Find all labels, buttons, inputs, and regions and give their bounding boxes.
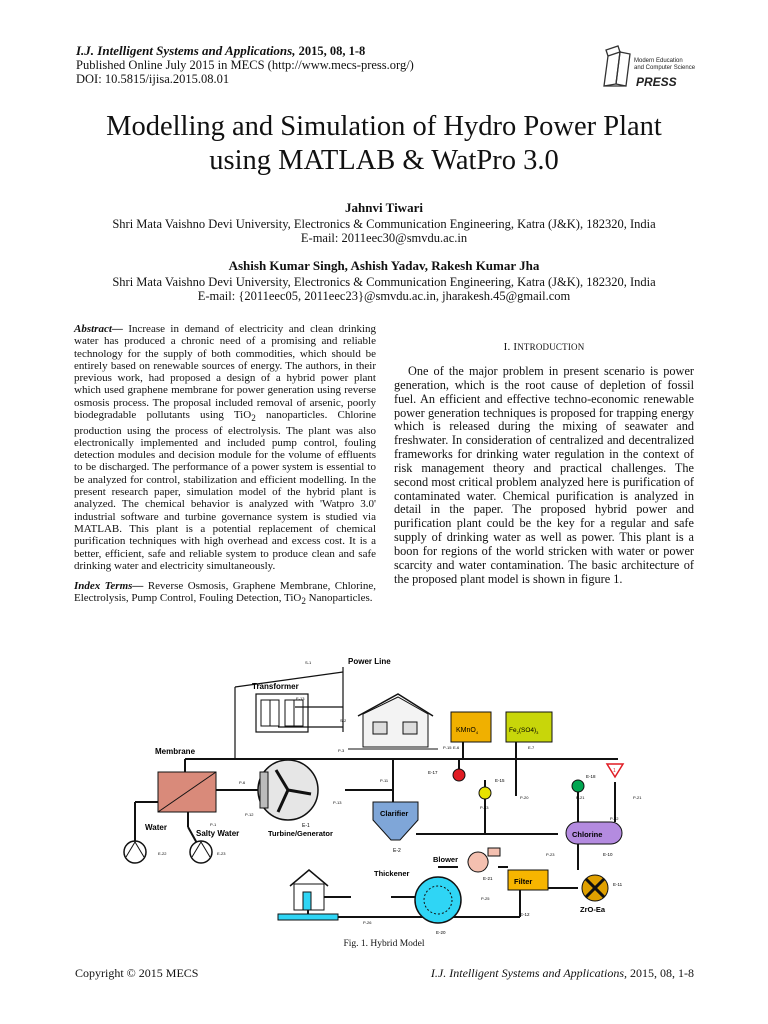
logo-line2: and Computer Science: [634, 65, 696, 71]
section-heading: [394, 341, 694, 353]
label-chlorine: Chlorine: [572, 830, 603, 839]
power-wires: [235, 667, 343, 759]
tag-e23: E-23: [217, 851, 226, 856]
tag-p12: P-12: [245, 812, 254, 817]
label-turbine: Turbine/Generator: [268, 829, 333, 838]
tag-p13: P-13: [333, 800, 342, 805]
figure-caption: Fig. 1. Hybrid Model: [343, 939, 425, 949]
introduction-column: [394, 341, 694, 587]
label-zro: ZrO-Ea: [580, 905, 606, 914]
books-icon: [604, 46, 630, 86]
label-clarifier: Clarifier: [380, 809, 409, 818]
abstract-text-1: Increase in demand of electricity and clean drinking water has produced a chronic need of a promising and reliable technology for the supply of both commodities, which should be entirely based on renewable sources of energy. The authors, in their previous work, had proposed a design of a hybrid power plant which used graphene membrane for power generation using reverse osmosis process. The proposal included removal of arsenic, poorly biodegradable pollutants using TiO: [74, 323, 376, 422]
title-line-1: Modelling and Simulation of Hydro Power Plant: [106, 111, 662, 142]
logo-press: PRESS: [636, 75, 677, 89]
paper-title: [40, 110, 728, 178]
footer-journal-name: I.J. Intelligent Systems and Applications,: [430, 966, 627, 980]
footer-copyright: Copyright © 2015 MECS: [75, 966, 199, 980]
tag-e10: E-10: [603, 852, 613, 857]
label-thickener: Thickener: [374, 869, 410, 878]
abstract-column: [74, 323, 376, 616]
tag-p13b: P-13: [480, 805, 489, 810]
tag-e7: E-7: [528, 745, 535, 750]
house-icon: [348, 694, 438, 749]
tag-p26: P-26: [363, 920, 372, 925]
chemical-tanks: [443, 712, 552, 750]
introduction-text: One of the major problem in present scenario is power generation, which is the root cause of depletion of fossil fuel. An efficient and effective techno-economic renewable power generation techniques is proposed for trapping energy which is released during the mixing of seawater and freshwater. In consideration of centralized and decentralized frameworks for drinking water regulation in the context of risk management theory and practical challenges. The second most critical problem analyzed here is purification of contaminated water. Chemical purification is analyzed in detail in the paper. The proposed hybrid power and purification plant could be the key for a regular and safe supply of drinking water as well as power. This plant is a boon for regions of the world stricken with water or power scarcity and water contamination. The basic architecture of the proposed plant model is shown in figure 1.: [394, 364, 694, 586]
author-email: E-mail: 2011eec30@smvdu.ac.in: [300, 231, 468, 245]
tag-p11: P-11: [380, 778, 389, 783]
index-terms-subscript: 2: [301, 596, 306, 607]
label-filter: Filter: [514, 877, 533, 886]
tag-p21: P-21: [576, 795, 585, 800]
turbine-generator: [258, 760, 333, 838]
logo-line1: Modern Education: [634, 58, 683, 64]
blower: [433, 848, 500, 881]
tag-p1: P-1: [210, 822, 217, 827]
author-affiliation: Shri Mata Vaishno Devi University, Electronics & Communication Engineering, Katra (J&K), 182320, India: [112, 275, 656, 289]
tag-p23: P-23: [546, 852, 555, 857]
abstract-label: Abstract—: [74, 323, 123, 335]
label-blower: Blower: [433, 855, 459, 864]
thickener: [363, 869, 490, 934]
tag-e21: E-21: [483, 876, 493, 881]
tag-e11: E-11: [613, 882, 623, 887]
filter: [508, 870, 548, 917]
label-fe-so4: $Fe_2(SO4)_3$: [509, 727, 539, 735]
tag-s1: S-1: [305, 660, 312, 665]
section-number: I. I: [503, 341, 518, 353]
index-terms-text: Reverse Osmosis, Graphene Membrane, Chlorine, Electrolysis, Pump Control, Fouling Detection, TiO: [74, 580, 376, 605]
hybrid-model-figure: [118, 652, 650, 934]
author-affiliation: Shri Mata Vaishno Devi University, Electronics & Communication Engineering, Katra (J&K), 182320, India: [112, 217, 656, 231]
tag-e12: E-12: [520, 912, 530, 917]
author-name: Ashish Kumar Singh, Ashish Yadav, Rakesh Kumar Jha: [228, 258, 540, 273]
abstract-subscript: 2: [251, 413, 256, 424]
footer-issue: 2015, 08, 1-8: [627, 966, 694, 980]
label-kmno4: KMnO$_4$: [456, 727, 479, 735]
tag-p21b: P-21: [633, 795, 642, 800]
doi-line: DOI: 10.5815/ijisa.2015.08.01: [76, 72, 230, 86]
tag-p22: P-22: [610, 816, 619, 821]
tag-e15: E-15: [495, 778, 505, 783]
tag-e6: E-6: [453, 745, 460, 750]
author-name: Jahnvi Tiwari: [345, 200, 423, 215]
tag-one: 1: [613, 768, 616, 774]
label-power-line: Power Line: [348, 657, 391, 666]
clarifier: [373, 802, 418, 854]
abstract: [74, 323, 376, 572]
zro-reactor: [580, 875, 623, 914]
index-terms-end: Nanoparticles.: [305, 592, 373, 605]
tag-e20: E-20: [436, 930, 446, 934]
section-title: NTRODUCTION: [517, 342, 585, 352]
tag-p6: P-6: [239, 780, 246, 785]
tag-p25: P-25: [481, 896, 490, 901]
label-water: Water: [145, 823, 167, 832]
index-terms-label: Index Terms—: [74, 580, 144, 593]
tag-s2: S-2: [340, 718, 347, 723]
label-membrane: Membrane: [155, 747, 196, 756]
label-turbine-id: E-1: [302, 823, 310, 829]
tag-e18: E-18: [586, 774, 596, 779]
abstract-text-2: nanoparticles. Chlorine production using the process of electrolysis. The plant was also electronically implemented and included pump control, fouling detection modules and decision module for the volume of effluents to be discharged. The performance of a power system is essential to be analyzed for control, stabilization and efficient modelling. In the present research paper, simulation model of the hybrid plant is analyzed. The chemical behavior is analyzed with 'Watpro 3.0' industrial software and turbine governance system is studied via MATLAB. This plant is a potential replacement of chemical purification techniques with high overhead and excess cost. It is a better, efficient, safe and reliable system to produce clean and safe drinking water and electricity simultaneously.: [74, 409, 376, 572]
author-block-1: [40, 201, 728, 245]
label-transformer: Transformer: [252, 682, 299, 691]
tag-p3: P-3: [338, 748, 345, 753]
footer-journal: [431, 966, 694, 981]
tag-e2: E-2: [393, 848, 401, 854]
author-email: E-mail: {2011eec05, 2011eec23}@smvdu.ac.in, jharakesh.45@gmail.com: [197, 289, 571, 303]
title-line-2: using MATLAB & WatPro 3.0: [209, 145, 559, 176]
tag-e22: E-22: [158, 851, 167, 856]
index-terms: [74, 580, 376, 608]
tag-e17: E-17: [428, 770, 438, 775]
tag-p15: P-15: [443, 745, 452, 750]
tag-e13: E-13: [296, 696, 305, 701]
label-salty-water: Salty Water: [196, 829, 240, 838]
chlorine-tank: [546, 816, 622, 857]
valves: [380, 759, 642, 810]
journal-header: [76, 44, 676, 86]
published-line: Published Online July 2015 in MECS (http://www.mecs-press.org/): [76, 58, 414, 72]
tag-p20: P-20: [520, 795, 529, 800]
author-block-2: [40, 259, 728, 303]
pumps: [124, 822, 239, 863]
publisher-logo: [600, 42, 710, 92]
journal-name: I.J. Intelligent Systems and Applications,: [76, 43, 296, 58]
journal-issue: 2015, 08, 1-8: [295, 44, 366, 58]
